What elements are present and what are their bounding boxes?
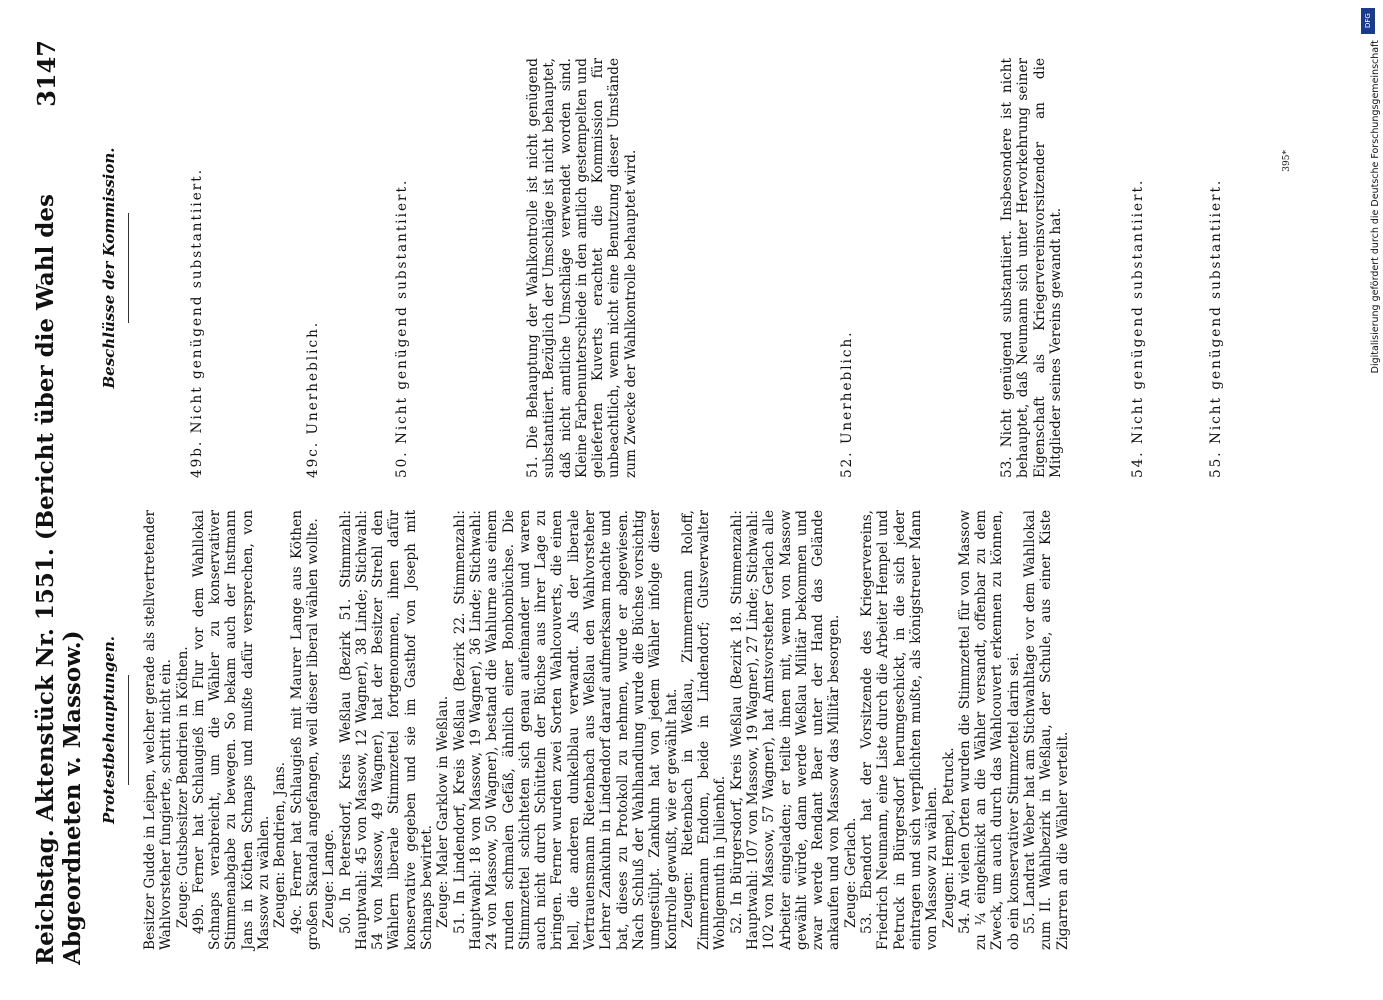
witness-line: Zeuge: Lange. bbox=[321, 829, 338, 928]
right-column-heading bbox=[100, 58, 129, 478]
resolution-49c: 49c. Unerheblich. bbox=[305, 320, 321, 478]
running-title: Reichstag. Aktenstück Nr. 1551. (Bericht über die Wahl des Abgeordneten v. Massow.) bbox=[32, 194, 86, 965]
resolution-54: 54. Nicht genügend substantiiert. bbox=[1130, 178, 1146, 478]
witness-line: Zeuge: Maler Garklow in Weßlau. bbox=[435, 695, 452, 928]
paragraph-53: 53. Ebendort hat der Vorsitzende des Kriegervereins, Friedrich Neumann, eine Liste durch die Arbeiter Hempel und Petruck in Bürgersdorf herumgeschickt, in die sich jeder eintragen und sich verpflichten mußte, als königstreuer Mann von Massow zu wählen. bbox=[859, 510, 941, 950]
witness-line: Zeugen: Hempel, Petruck. bbox=[940, 747, 957, 928]
protest-column bbox=[142, 510, 1071, 950]
paragraph-55: 55. Landrat Weber hat am Stichwahltage vor dem Wahllokal zum II. Wahlbezirk in Weßlau, der Schule, aus einer Kiste Zigarren an die Wähler verteilt. bbox=[1022, 510, 1071, 950]
protest-heading: Protestbehauptungen. bbox=[100, 636, 118, 824]
witness-line: Zeugen: Bendrien, Jans. bbox=[272, 761, 289, 928]
page-header bbox=[32, 40, 86, 965]
witness-line: Zeugen: Rietenbach in Weßlau, Zimmermann Roloff, Zimmermann Endom, beide in Lindendorf; Gutsverwalter Wohlgemuth in Julienhof. bbox=[679, 510, 729, 950]
witness-line: Zeuge: Gutsbesitzer Bendrien in Köthen. bbox=[174, 646, 191, 928]
paragraph-49c: 49c. Ferner hat Schlaugieß mit Maurer Lange aus Köthen großen Skandal angefangen, weil dieser liberal wählen wollte. bbox=[288, 510, 321, 950]
paragraph: Besitzer Gudde in Leipen, welcher gerade als stellvertretender Wahlvorsteher fungierte, schritt nicht ein. bbox=[142, 510, 175, 950]
dfg-logo: DFG bbox=[1361, 8, 1375, 34]
commission-heading: Beschlüsse der Kommission. bbox=[100, 147, 118, 389]
paragraph-54: 54. An vielen Orten wurden die Stimmzettel für von Massow zu ¼ eingeknickt an die Wähler versandt, offenbar zu dem Zweck, um auch durch das Wahlcouvert erkennen zu können, ob ein konservativer Stimmzettel darin sei. bbox=[956, 510, 1022, 950]
paragraph-50: 50. In Petersdorf, Kreis Weßlau (Bezirk 51. Stimmzahl: Hauptwahl: 45 von Massow, 12 Wagner), 38 Linde; Stichwahl: 54 von Massow, 49 Wagner), hat der Besitzer Strehl den Wählern liberale Stimmzettel fortgenommen, ihnen dafür konservative gegeben und sie im Gasthof von Joseph mit Schnaps bewirtet. bbox=[337, 510, 436, 950]
resolution-49b: 49b. Nicht genügend substantiiert. bbox=[189, 167, 205, 478]
paragraph-52: 52. In Bürgersdorf, Kreis Weßlau (Bezirk 18. Stimmenzahl: Hauptwahl: 107 von Massow, 19 Wagner), 27 Linde; Stichwahl: 102 von Massow, 57 Wagner), hat Amtsvorsteher Gerlach alle Arbeiter eingeladen; er teilte ihnen mit, wenn von Massow gewählt würde, dann werde Weßlau Militär bekommen und zwar werde Rendant Baer unter der Hand das Gelände ankaufen und von Massow das Militär besorgen. bbox=[728, 510, 843, 950]
digitization-credit: Digitalisierung gefördert durch die Deutsche Forschungsgemeinschaft bbox=[1370, 40, 1381, 374]
resolution-55: 55. Nicht genügend substantiiert. bbox=[1208, 178, 1224, 478]
page-number: 3147 bbox=[32, 40, 61, 107]
page-mark: 395* bbox=[1282, 150, 1292, 172]
paragraph-49b: 49b. Ferner hat Schlaugieß im Flur vor dem Wahllokal Schnaps verabreicht, um die Wähler zu konservativer Stimmenabgabe zu bewegen. So bekam auch der Instmann Jans in Köthen Schnaps und mußte dafür versprechen, von Massow zu wählen. bbox=[190, 510, 273, 950]
heading-rule bbox=[128, 213, 129, 323]
paragraph-51: 51. In Lindendorf, Kreis Weßlau (Bezirk 22. Stimmenzahl: Hauptwahl: 18 von Massow, 19 Wagner), 36 Linde; Stichwahl: 24 von Massow, 50 Wagner), bestand die Wahlurne aus einem runden schmalen Gefäß, ähnlich einer Bonbonbüchse. Die Stimmzettel schichteten sich genau aufeinander und waren auch nicht durch Schütteln der Büchse aus ihrer Lage zu bringen. Ferner wurden zwei Sorten Wahlcouverts, die einen hell, die anderen dunkelblau verwandt. Als der liberale Vertrauensmann Rietenbach aus Weßlau den Wahlvorsteher Lehrer Zankuhn in Lindendorf darauf aufmerksam machte und bat, dieses zu Protokoll zu nehmen, wurde er abgewiesen. Nach Schluß der Wahlhandlung wurde die Büchse vorsichtig umgestülpt. Zankuhn hat von jedem Wähler infolge dieser Kontrolle gewußt, wie er gewählt hat. bbox=[451, 510, 680, 950]
witness-line: Zeuge: Gerlach. bbox=[842, 817, 859, 928]
heading-rule bbox=[128, 675, 129, 785]
resolution-52: 52. Unerheblich. bbox=[839, 330, 855, 478]
resolution-50: 50. Nicht genügend substantiiert. bbox=[394, 178, 410, 478]
resolution-51: 51. Die Behauptung der Wahlkontrolle ist nicht genügend substantiiert. Bezüglich der Umschläge ist nicht behauptet, daß nicht amtliche Umschläge verwendet worden sind. Kleine Farbenunterschiede in den amtlich gestempelten und gelieferten Kuverts erachtet die Kommission für unbeachtlich, wenn nicht eine Benutzung dieser Umstände zum Zwecke der Wahlkontrolle behauptet wird. bbox=[525, 58, 639, 478]
resolution-53: 53. Nicht genügend substantiiert. Insbesondere ist nicht behauptet, daß Neumann sich unter Hervorkehrung seiner Eigenschaft als Kriegervereinsvorsitzender an die Mitglieder seines Vereins gewandt hat. bbox=[999, 58, 1064, 478]
left-column-heading bbox=[100, 510, 129, 950]
